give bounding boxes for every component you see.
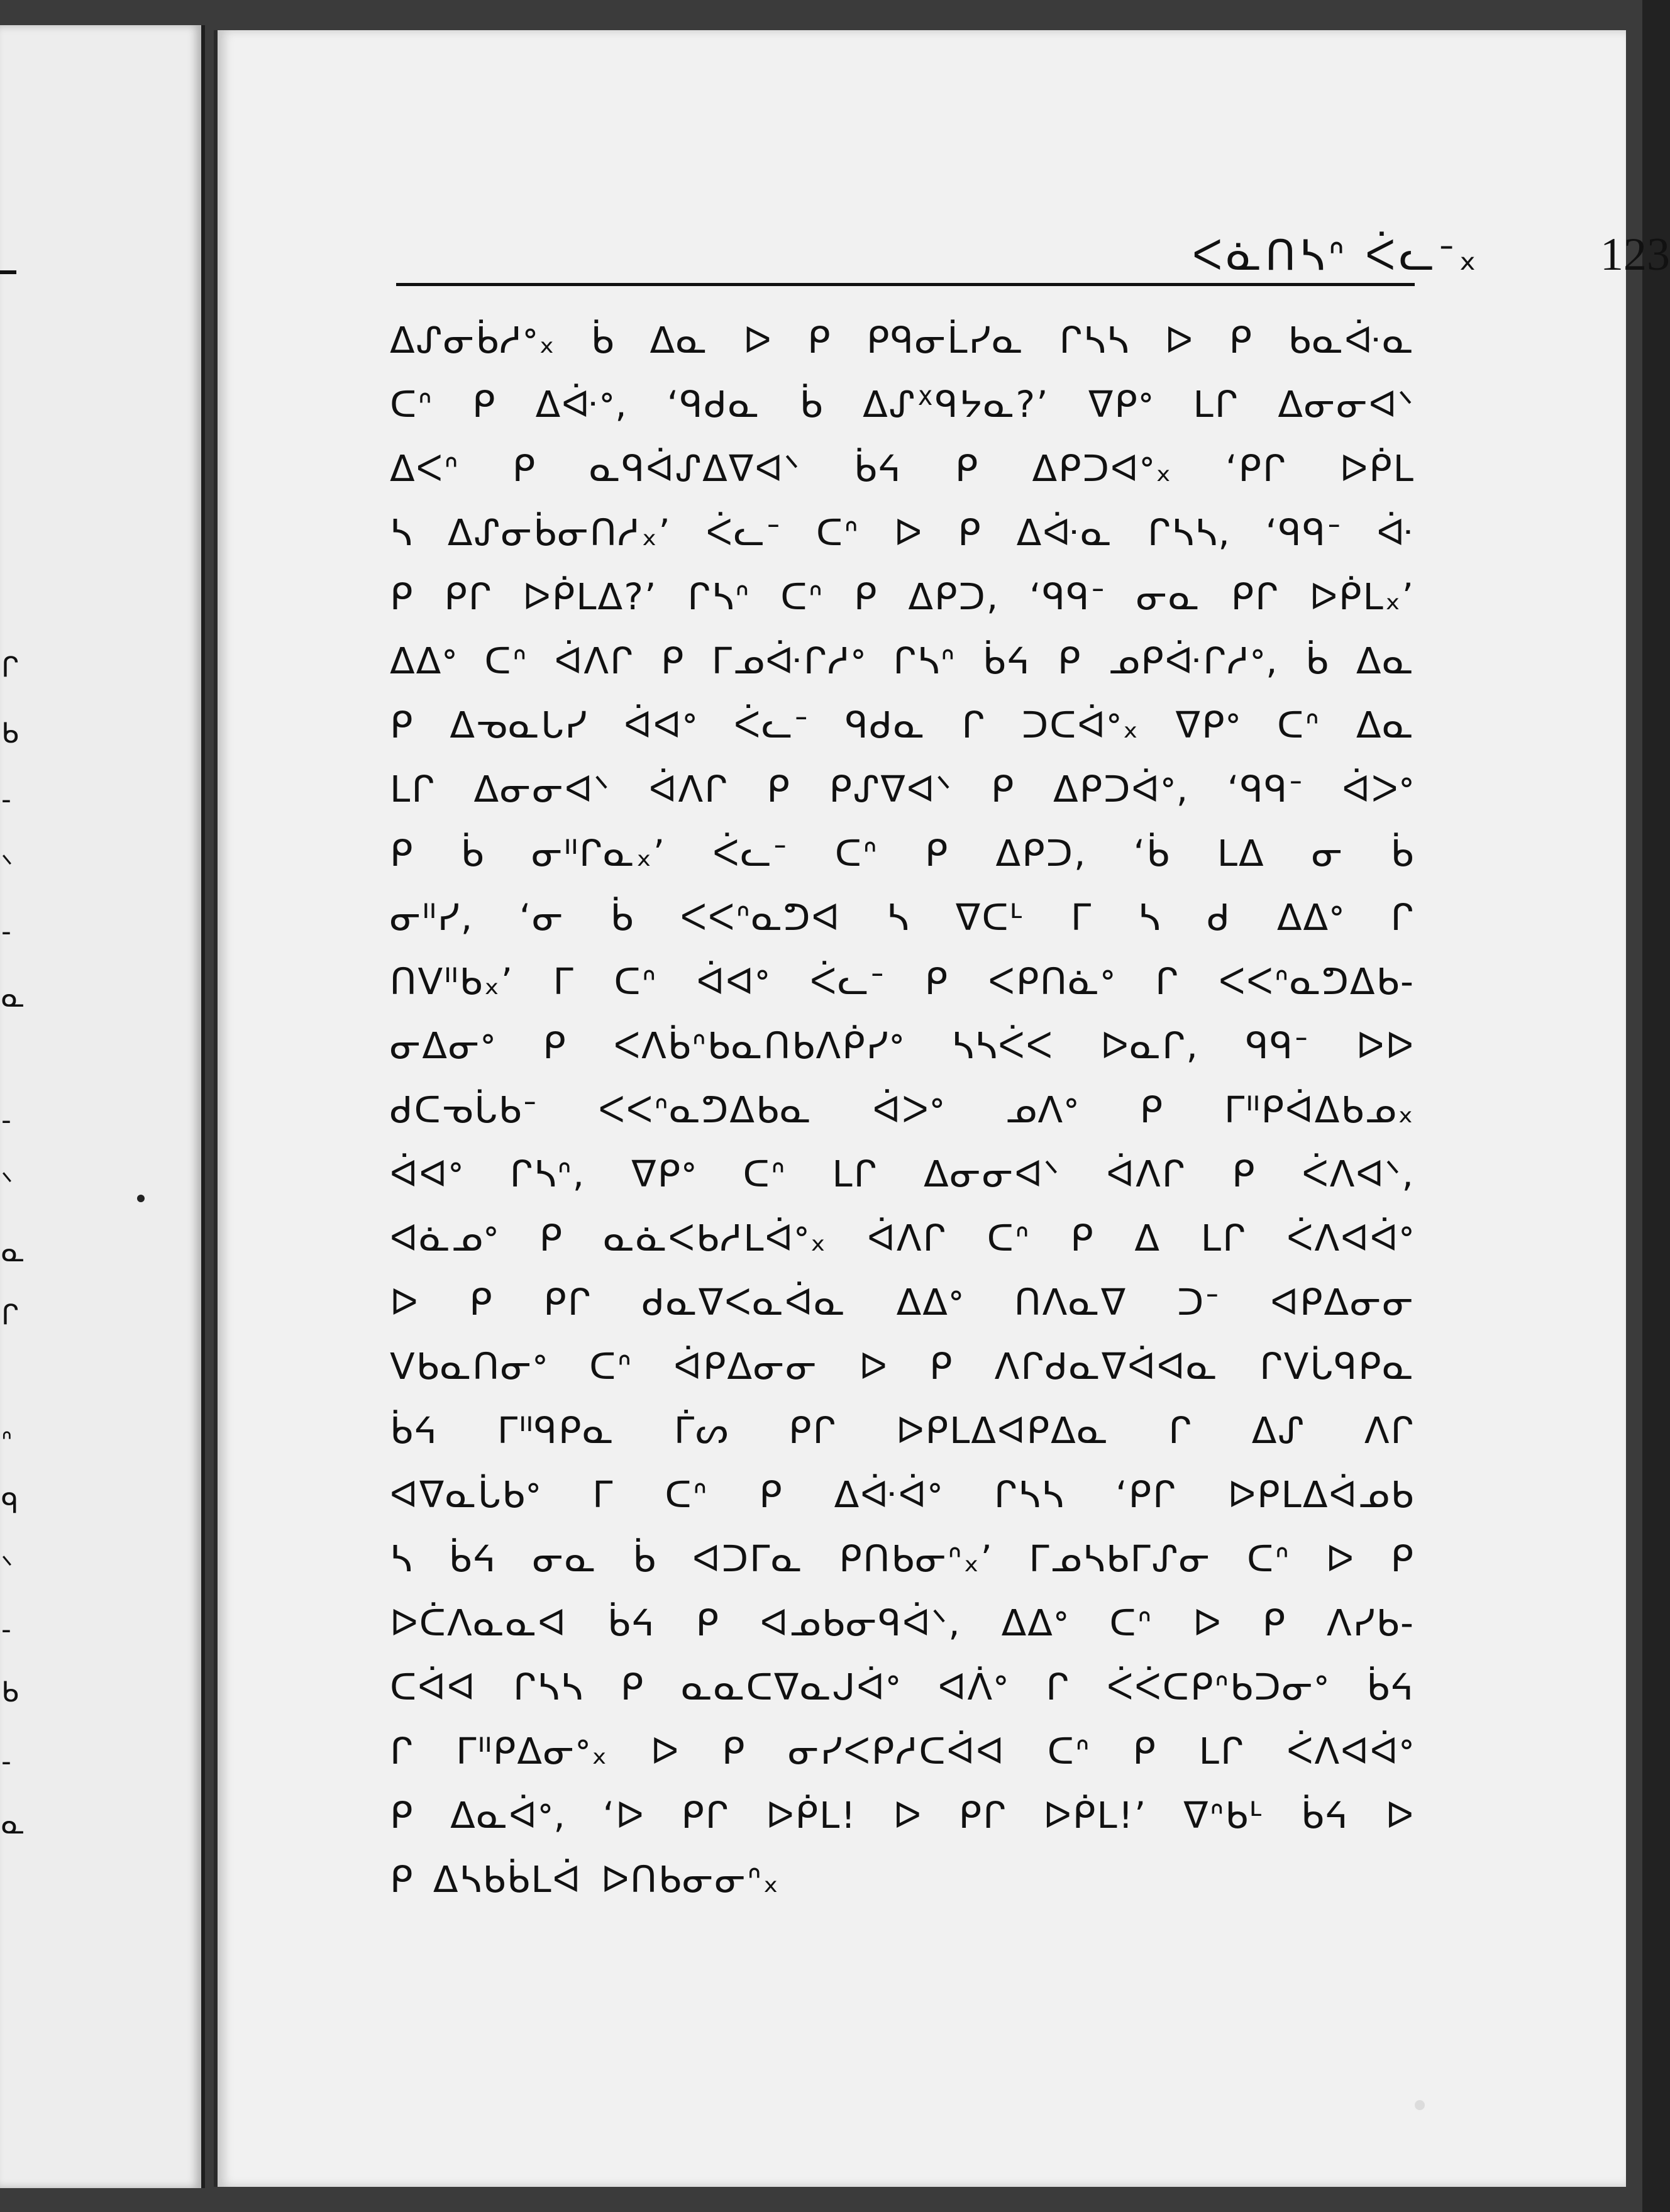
running-head — [406, 200, 1670, 294]
text-line: ᒋ ᒥᐦᑭᐃᓂᐤ᙮ ᐅ ᑭ ᓂᓯᐸᑭᓱᑕᐋᐊ ᑕᐢ ᑭ ᒪᒋ ᐹᐱᐊᐋᐤ — [390, 1730, 1415, 1772]
text-line: ᑕᐋᐊ ᒋᓴᓴ ᑭ ᓇᓇᑕᐁᓇᒍᐋᐤ ᐊᐲᐤ ᒋ ᐹᐹᑕᑭᐢᑲᑐᓂᐤ ᑳᔦ — [390, 1666, 1415, 1708]
text-line: ᐋᐊᐤ ᒋᓴᐢ, ᐁᑭᐤ ᑕᐢ ᒪᒋ ᐃᓂᓂᐊᐠ ᐋᐱᒋ ᑭ ᐹᐱᐊᐠ, — [390, 1153, 1415, 1195]
text-line: ᑭ ᐃᓇᐋᐤ, ‘ᐅ ᑭᒋ ᐅᑮᒪ! ᐅ ᑭᒋ ᐅᑮᒪ!’ ᐁᐢᑲᒻ ᑳᔦ ᐅ — [390, 1794, 1415, 1837]
text-line: ᐅ ᑭ ᑭᒋ ᑯᓇᐁᐸᓇᐋᓇ ᐃᐃᐤ ᑎᐱᓇᐁ ᑐᐨ ᐊᑭᐃᓂᓂ — [390, 1281, 1415, 1324]
left-page-glyph-fragment: ᑲ — [1, 717, 19, 749]
text-line: ᐊᓈᓄᐤ ᑭ ᓇᓈᐸᑲᓱᒪᐋᐤ᙮ ᐋᐱᒋ ᑕᐢ ᑭ ᐃ ᒪᒋ ᐹᐱᐊᐋᐤ — [390, 1217, 1415, 1259]
left-page-glyph-fragment: ᐠ — [1, 1551, 13, 1583]
left-page-glyph-fragment: ᒋ — [1, 1299, 19, 1331]
text-line: ᑭ ᐃᓴᑲᑳᒪᐋ ᐅᑎᑲᓂᓂᐢ᙮ — [390, 1858, 780, 1901]
left-page-glyph-fragment: - — [1, 1104, 11, 1136]
left-page-glyph-fragment: - — [1, 915, 11, 948]
page-number: 123 — [1600, 229, 1670, 280]
header-rule — [396, 283, 1415, 286]
text-line: ᑎᐯᐦᑲ᙮’ ᒥ ᑕᐢ ᐋᐊᐤ ᐹᓚᐨ ᑭ ᐸᑭᑎᓈᐤ ᒋ ᐸᐸᐢᓇᕤᐃᑲ- — [390, 960, 1415, 1003]
text-line: ᑳᔦ ᒥᐦᑫᑭᓇ ᒦᔕ ᑭᒋ ᐅᑭᒪᐃᐊᑭᐃᓇ ᒋ ᐃᔑ ᐱᒋ — [390, 1409, 1415, 1452]
text-line: ᒪᒋ ᐃᓂᓂᐊᐠ ᐋᐱᒋ ᑭ ᑭᔑᐁᐊᐠ ᑭ ᐃᑭᑐᐋᐤ, ‘ᑫᑫᐨ ᐋᐳᐤ — [390, 768, 1415, 810]
left-page-glyph-fragment: ᑫ — [1, 1488, 19, 1520]
text-line: ᑭ ᑳ ᓂᐦᒋᓇ᙮’ ᐹᓚᐨ ᑕᐢ ᑭ ᐃᑭᑐ, ‘ᑳ ᒪᐃ ᓂ ᑳ — [390, 832, 1415, 875]
text-line: ᓂᐃᓂᐤ ᑭ ᐸᐱᑳᐢᑲᓇᑎᑲᐱᑮᓯᐤ ᓴᓴᐹᐸ ᐅᓇᒋ, ᑫᑫᐨ ᐅᐅ — [390, 1024, 1415, 1067]
paper-blemish — [1415, 2100, 1425, 2110]
left-page-glyph-fragment: ᓇ — [1, 1236, 25, 1268]
text-line: ᑕᐢ ᑭ ᐃᐚᐤ, ‘ᑫᑯᓇ ᑳ ᐃᔑᕽᑫᔭᓇ?’ ᐁᑭᐤ ᒪᒋ ᐃᓂᓂᐊᐠ — [390, 383, 1415, 426]
text-line: ᑭ ᑭᒋ ᐅᑮᒪᐃ?’ ᒋᓴᐢ ᑕᐢ ᑭ ᐃᑭᑐ, ‘ᑫᑫᐨ ᓂᓇ ᑭᒋ ᐅᑮᒪ᙮’ — [390, 575, 1415, 618]
ink-speck — [137, 1195, 145, 1202]
text-line: ᐃᐸᐢ ᑭ ᓇᑫᐋᔑᐃᐁᐊᐠ ᑳᔦ ᑭ ᐃᑭᑐᐊᐤ᙮ ‘ᑭᒋ ᐅᑮᒪ — [390, 447, 1415, 490]
text-line: ᐯᑲᓇᑎᓂᐤ ᑕᐢ ᐋᑭᐃᓂᓂ ᐅ ᑭ ᐱᒋᑯᓇᐁᐋᐊᓇ ᒋᐯᒑᑫᑭᓇ — [390, 1345, 1415, 1388]
text-line: ᑯᑕᓀᒑᑲᐨ ᐸᐸᐢᓇᕤᐃᑲᓇ ᐋᐳᐤ ᓄᐱᐤ ᑭ ᒥᐦᑭᐋᐃᑲᓄ᙮ — [390, 1088, 1415, 1131]
text-line: ᓂᐦᓯ, ‘ᓂ ᑳ ᐸᐸᐢᓇᕤᐊ ᓴ ᐁᑕᒻ ᒥ ᓴ ᑯ ᐃᐃᐤ ᒋ — [390, 896, 1415, 939]
left-page-glyph-fragment: ᑲ — [1, 1676, 19, 1708]
text-line: ᐃᐃᐤ ᑕᐢ ᐋᐱᒋ ᑭ ᒥᓄᐚᒋᓱᐤ ᒋᓴᐢ ᑳᔦ ᑭ ᓄᑭᐚᒋᓱᐤ, ᑳ ᐃᓇ — [390, 639, 1415, 682]
text-line: ᑭ ᐃᓀᓇᒐᓯ ᐋᐊᐤ ᐹᓚᐨ ᑫᑯᓇ ᒋ ᑐᑕᐋᐤ᙮ ᐁᑭᐤ ᑕᐢ ᐃᓇ — [390, 704, 1415, 746]
left-page-glyph-fragment: - — [1, 1745, 11, 1778]
left-page-rule-fragment — [0, 270, 16, 274]
left-page-glyph-fragment: ᐠ — [1, 849, 13, 882]
running-title: ᐸᓈᑎᓴᐢ ᐹᓚᐨ᙮ — [1192, 231, 1481, 280]
text-line: ᓴ ᑳᔦ ᓂᓇ ᑳ ᐊᑐᒥᓇ ᑭᑎᑲᓂᐢ᙮’ ᒥᓄᓴᑲᒥᔑᓂ ᑕᐢ ᐅ ᑭ — [390, 1537, 1415, 1580]
left-page-glyph-fragment: ᓇ — [1, 982, 25, 1014]
left-page-glyph-fragment: ᐢ — [1, 1425, 13, 1457]
left-page-glyph-fragment: ᒋ — [1, 651, 19, 683]
text-line: ᓴ ᐃᔑᓂᑳᓂᑎᓱ᙮’ ᐹᓚᐨ ᑕᐢ ᐅ ᑭ ᐃᐚᓇ ᒋᓴᓴ, ‘ᑫᑫᐨ ᐚ — [390, 511, 1415, 554]
left-facing-page — [0, 25, 205, 2188]
text-line: ᐊᐁᓇᒑᑲᐤ ᒥ ᑕᐢ ᑭ ᐃᐚᐋᐤ ᒋᓴᓴ ‘ᑭᒋ ᐅᑭᒪᐃᐋᓄᑲ — [390, 1473, 1415, 1516]
left-page-glyph-fragment: - — [1, 1613, 11, 1645]
syllabic-text-body — [390, 308, 1415, 1911]
left-page-glyph-fragment: - — [1, 783, 11, 816]
left-page-glyph-fragment: ᐠ — [1, 1167, 13, 1199]
text-line: ᐅᑖᐱᓇᓇᐊ ᑳᔦ ᑭ ᐊᓄᑲᓂᑫᐋᐠ, ᐃᐃᐤ ᑕᐢ ᐅ ᑭ ᐱᓯᑲ- — [390, 1601, 1415, 1644]
left-page-glyph-fragment: ᓇ — [1, 1808, 25, 1840]
text-line: ᐃᔑᓂᑳᓱᐤ᙮ ᑳ ᐃᓇ ᐅ ᑭ ᑭᑫᓂᒫᓯᓇ ᒋᓴᓴ ᐅ ᑭ ᑲᓇᐚᓇ — [390, 319, 1415, 362]
